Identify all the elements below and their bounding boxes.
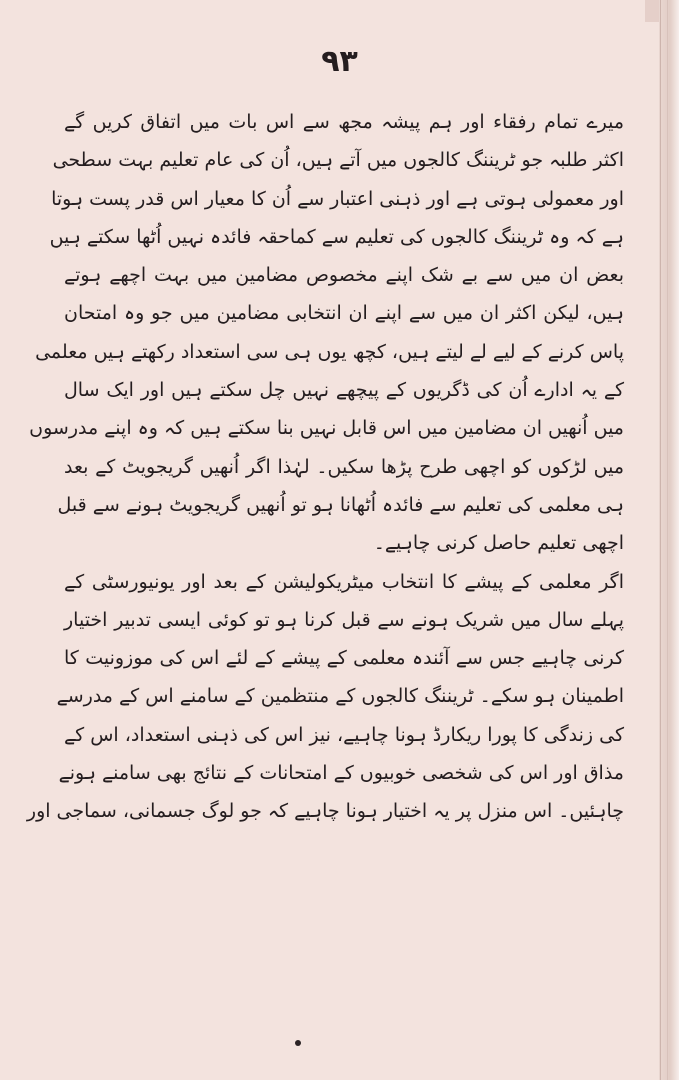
text-line: میں اُنھیں ان مضامین میں اس قابل نہیں بنا سکتے ہیں کہ وہ اپنے مدرسوں — [29, 417, 624, 440]
text-line: میرے تمام رفقاء اور ہم پیشہ مجھ سے اس بات میں اتفاق کریں گے — [64, 111, 624, 133]
text-line: کی زندگی کا پورا ریکارڈ ہونا چاہیے، نیز اس کی ذہنی استعداد، اس کے — [64, 723, 624, 746]
text-line: پہلے سال میں شریک ہونے سے قبل کرنا ہو تو کوئی ایسی تدبیر اختیار — [64, 608, 624, 631]
page-edge-line — [660, 0, 661, 1080]
text-line: اکثر طلبہ جو ٹریننگ کالجوں میں آتے ہیں، اُن کی عام تعلیم بہت سطحی — [52, 149, 624, 172]
text-line: چاہئیں۔ اس منزل پر یہ اختیار ہونا چاہیے کہ جو لوگ جسمانی، سماجی اور — [26, 800, 624, 823]
page-corner — [645, 0, 659, 22]
text-line: پاس کرنے کے لیے لے لیتے ہیں، کچھ یوں ہی سی استعداد رکھتے ہیں معلمی — [35, 340, 624, 363]
text-line: اطمینان ہو سکے۔ ٹریننگ کالجوں کے منتظمین کے سامنے اس کے مدرسے — [56, 685, 624, 708]
text-line: مذاق اور اس کی شخصی خوبیوں کے امتحانات کے نتائج بھی سامنے ہونے — [58, 762, 624, 785]
text-line: ہیں، لیکن اکثر ان میں سے اپنے ان انتخابی مضامین میں جو وہ امتحان — [64, 302, 624, 325]
text-line: کرنی چاہیے جس سے آئندہ معلمی کے پیشے کے لئے اس کی موزونیت کا — [64, 647, 624, 670]
text-line: میں لڑکوں کو اچھی طرح پڑھا سکیں۔ لہٰذا اگر اُنھیں گریجویٹ کے بعد — [64, 455, 624, 478]
page-edge-line — [667, 0, 668, 1080]
text-line: اچھی تعلیم حاصل کرنی چاہیے۔ — [373, 532, 624, 555]
text-line: کے یہ ادارے اُن کی ڈگریوں کے پیچھے نہیں چل سکتے ہیں اور ایک سال — [64, 379, 624, 402]
text-line: اگر معلمی کے پیشے کا انتخاب میٹریکولیشن کے بعد اور یونیورسٹی کے — [64, 570, 624, 593]
page-edge — [659, 0, 679, 1080]
text-line: اور معمولی ہوتی ہے اور ذہنی اعتبار سے اُن کا معیار اس قدر پست ہوتا — [51, 187, 624, 210]
body-text — [26, 103, 624, 831]
text-line: بعض ان میں سے بے شک اپنے مخصوص مضامین میں بہت اچھے ہوتے — [64, 264, 624, 287]
text-line: ہی معلمی کی تعلیم سے فائدہ اُٹھانا ہو تو اُنھیں گریجویٹ ہونے سے قبل — [57, 493, 624, 516]
text-line: ہے کہ وہ ٹریننگ کالجوں کی تعلیم سے کماحقہ فائدہ نہیں اُٹھا سکتے ہیں — [49, 225, 624, 248]
page-number: ۹۳ — [321, 44, 358, 79]
footer-dot — [295, 1040, 301, 1046]
